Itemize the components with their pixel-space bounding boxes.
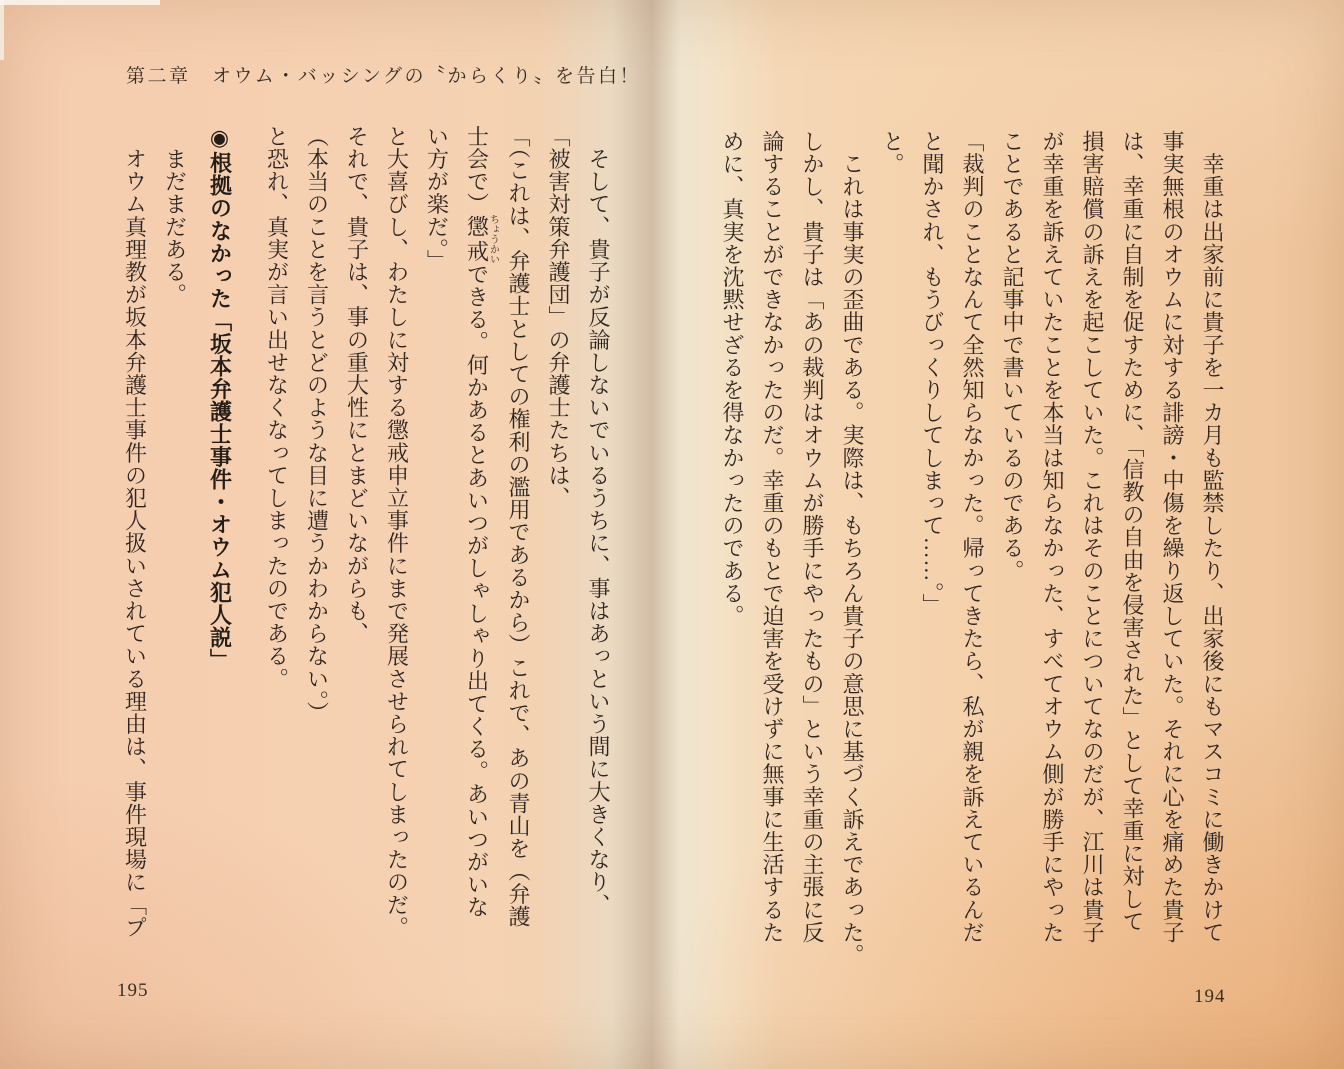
text-line: と聞かされ、もうびっくりしてしまって……。」: [920, 130, 945, 617]
scan-edge-top: [0, 0, 160, 5]
page-number-right: 194: [1194, 986, 1226, 1007]
text-line: は、幸重に自制を促すために、「信教の自由を侵害された」として幸重に対して: [1120, 130, 1145, 933]
text-line: しかし、貴子は「あの裁判はオウムが勝手にやったもの」という幸重の主張に反: [800, 130, 825, 944]
chapter-running-header: 第二章 オウム・バッシングの〝からくり〟を告白！: [126, 66, 641, 87]
text-line: 論することができなかったのだ。幸重のもとで迫害を受けずに無事に生活するた: [760, 130, 785, 944]
text-line: が幸重を訴えていたことを本当は知らなかった、すべてオウム側が勝手にやった: [1040, 130, 1065, 944]
text-line: 幸重は出家前に貴子を一カ月も監禁したり、出家後にもマスコミに働きかけて: [1200, 130, 1225, 944]
text-line: オウム真理教が坂本弁護士事件の犯人扱いされている理由は、事件現場に「プ: [122, 125, 148, 939]
scan-edge-left: [0, 0, 4, 60]
text-line: 「被害対策弁護団」の弁護士たちは、: [546, 125, 571, 510]
text-line: 「裁判のことなんて全然知らなかった。帰ってきたら、私が親を訴えているんだ: [960, 130, 985, 944]
text-line: 士会で）懲戒ちょうかいできる。何かあるとあいつがしゃしゃり出てくる。あいつがいな: [464, 125, 499, 919]
page-number-left: 195: [117, 980, 149, 1001]
text-line: めに、真実を沈黙せざるを得なかったのである。: [720, 130, 745, 628]
text-line: それで、貴子は、事の重大性にとまどいながらも、: [344, 125, 370, 645]
text-line: （本当のことを言うとどのような目に遭うかわからない。）: [304, 125, 330, 725]
text-line: 「（これは、弁護士としての権利の濫用であるから）これで、あの青山を（弁護: [506, 125, 531, 928]
left-page-text: [115, 125, 619, 945]
right-page-text: [712, 130, 1232, 967]
text-line: これは事実の歪曲である。実際は、もちろん貴子の意思に基づく訴えであった。: [840, 130, 865, 967]
text-line: い方が楽だ。」: [424, 125, 450, 273]
text-line: ことであると記事中で書いているのである。: [1000, 130, 1025, 582]
text-line: と。: [880, 130, 905, 176]
text-line: と大喜びし、わたしに対する懲戒申立事件にまで発展させられてしまったのだ。: [384, 125, 410, 939]
text-line: 事実無根のオウムに対する誹謗・中傷を繰り返していた。それに心を痛めた貴子: [1160, 130, 1185, 944]
text-line: と恐れ、真実が言い出せなくなってしまったのである。: [264, 125, 290, 690]
text-line: 損害賠償の訴えを起こしていた。これはそのことについてなのだが、江川は貴子: [1080, 130, 1105, 944]
text-line: そして、貴子が反論しないでいるうちに、事はあっという間に大きくなり、: [586, 125, 611, 916]
section-heading: ◉根拠のなかった「坂本弁護士事件・オウム犯人説」: [207, 125, 233, 672]
text-line: まだまだある。: [162, 125, 188, 306]
